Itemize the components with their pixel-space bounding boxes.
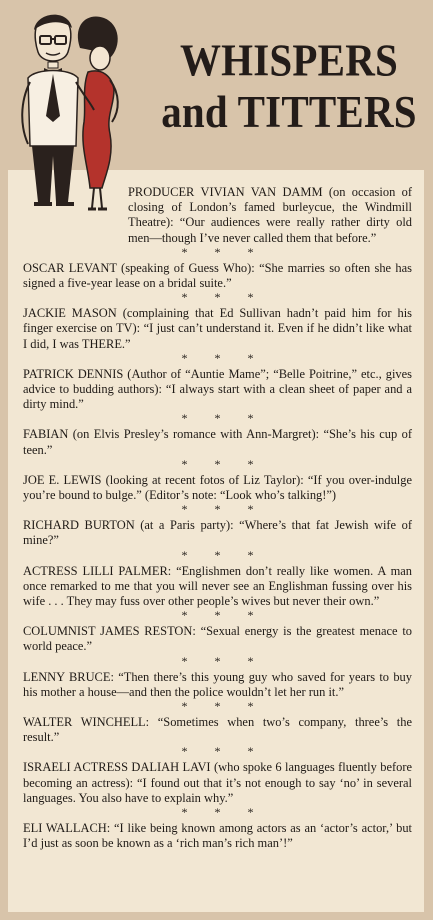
title-line-2: and TITTERS <box>161 85 417 138</box>
quote-item: LENNY BRUCE: “Then there’s this young guy who saved for years to buy his mother a house—and then the police wouldn’t let her run it.” <box>23 669 412 699</box>
quote-item: RICHARD BURTON (at a Paris party): “Where’s that fat Jewish wife of mine?” <box>23 518 412 548</box>
quote-item: FABIAN (on Elvis Presley’s romance with Ann-Margret): “She’s his cup of teen.” <box>23 427 412 457</box>
quote-item: COLUMNIST JAMES RESTON: “Sexual energy is the greatest menace to world peace.” <box>23 624 412 654</box>
separator: * * * <box>181 805 266 820</box>
separator: * * * <box>181 502 266 517</box>
separator: * * * <box>181 244 266 259</box>
quote-list <box>23 185 412 852</box>
quote-item: WALTER WINCHELL: “Sometimes when two’s company, three’s the result.” <box>23 715 412 745</box>
quote-item: ACTRESS LILLI PALMER: “Englishmen don’t really like women. A man once remarked to me that you will never see an Englishman fussing over his wife . . . They may fuss over other people’s wives but never their own.” <box>23 563 412 609</box>
separator: * * * <box>181 744 266 759</box>
title-line-1: WHISPERS <box>179 34 399 86</box>
separator: * * * <box>181 699 266 714</box>
quote-item: OSCAR LEVANT (speaking of Guess Who): “She marries so often she has signed a five-year lease on a bridal suite.” <box>23 260 412 291</box>
separator: * * * <box>181 290 266 305</box>
separator: * * * <box>181 653 266 668</box>
page-title <box>150 34 428 137</box>
separator: * * * <box>181 547 266 562</box>
quote-item: PRODUCER VIVIAN VAN DAMM (on occasion of closing of London’s famed burleycue, the Windmill Theatre): “Our audiences were really rather dirty old men—though I’ve never called them that before.” <box>128 185 412 245</box>
quote-item: ISRAELI ACTRESS DALIAH LAVI (who spoke 6 languages fluently before becoming an actress): “I found out that it’s not enough to say ‘no’ in several languages. You also have to explain why.” <box>23 760 412 805</box>
quote-item: ELI WALLACH: “I like being known among actors as an ‘actor’s actor,’ but I’d just as soon be known as a ‘rich man’s rich man’!” <box>23 821 412 851</box>
quote-item: JACKIE MASON (complaining that Ed Sullivan hadn’t paid him for his finger exercise on TV): “I just can’t understand it. Even if he didn’t like what I did, I was THERE.” <box>23 306 412 351</box>
separator: * * * <box>181 456 266 471</box>
quote-item: PATRICK DENNIS (Author of “Auntie Mame”; “Belle Poitrine,” etc., gives advice to budding authors): “I always start with a clean sheet of paper and a dirty mind.” <box>23 366 412 412</box>
cartoon-couple-illustration <box>10 6 142 214</box>
separator: * * * <box>181 608 266 623</box>
quote-item: JOE E. LEWIS (looking at recent fotos of Liz Taylor): “If you over-indulge you’re bound to bulge.” (Editor’s note: “Look who’s talking!”) <box>23 472 412 503</box>
separator: * * * <box>181 350 266 365</box>
separator: * * * <box>181 411 266 426</box>
